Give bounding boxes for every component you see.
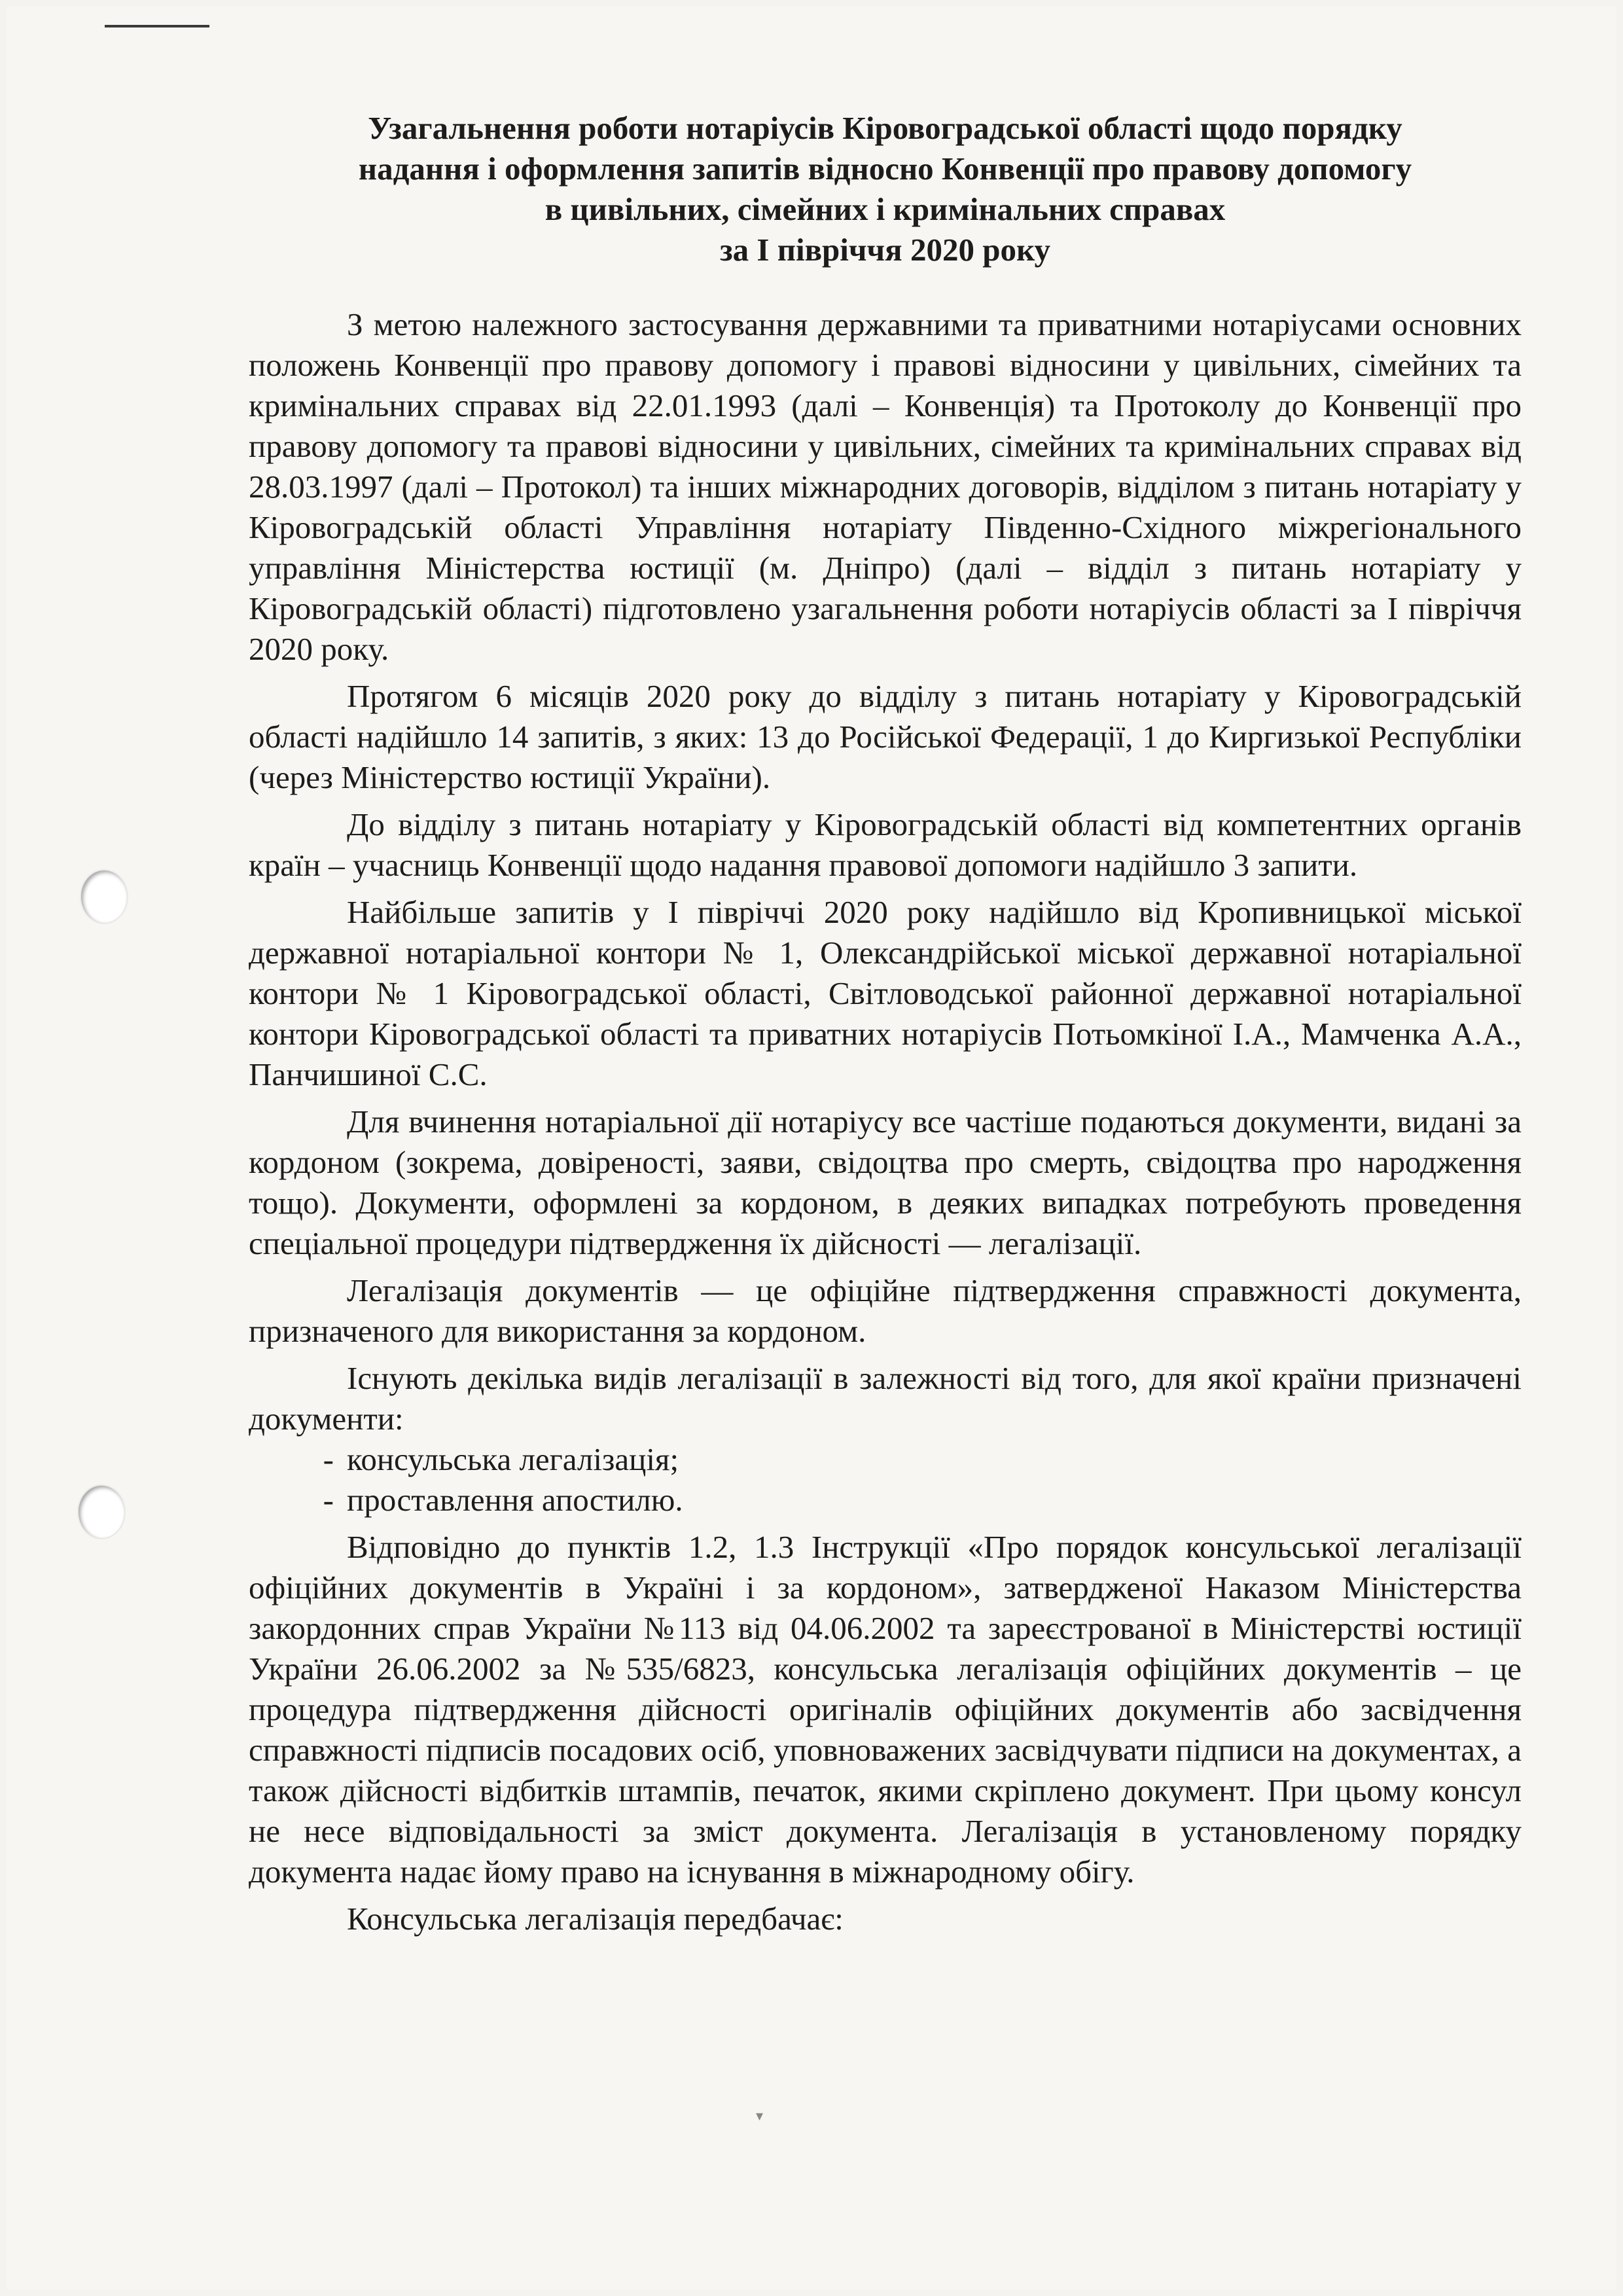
corner-mark <box>105 25 209 27</box>
paragraph: Консульська легалізація передбачає: <box>347 1901 844 1937</box>
paragraph: Відповідно до пунктів 1.2, 1.3 Інструкції «Про порядок консульської легалізації офіційних документів в Україні і за кордоном», затвердженої Наказом Міністерства закордонних справ України №113 від 04.06.2002 та зареєстрованої в Міністерстві юстиції України 26.06.2002 за №535/6823, консульська легалізація офіційних документів – це процедура підтвердження дійсності оригіналів офіційних документів або засвідчення справжності підписів посадових осіб, уповноважених засвідчувати підписи на документах, а також дійсності відбитків штампів, печаток, якими скріплено документ. При цьому консул не несе відповідальності за зміст документа. Легалізація в установленому порядку документа надає йому право на існування в міжнародному обігу. <box>249 1529 1522 1890</box>
title-line: в цивільних, сімейних і кримінальних справах <box>544 191 1226 227</box>
document-title <box>249 108 1522 270</box>
punch-hole <box>81 870 127 923</box>
paragraph: Протягом 6 місяців 2020 року до відділу з питань нотаріату у Кіровоградській області надійшло 14 запитів, з яких: 13 до Російської Федерації, 1 до Киргизької Республіки (через Міністерство юстиції України). <box>249 678 1522 795</box>
list-item-text: проставлення апостилю. <box>347 1482 683 1518</box>
list-item-text: консульська легалізація; <box>347 1441 679 1477</box>
paragraph: Для вчинення нотаріальної дії нотаріусу все частіше подаються документи, видані за кордоном (зокрема, довіреності, заяви, свідоцтва про смерть, свідоцтва про народження тощо). Документи, оформлені за кордоном, в деяких випадках потребують проведення спеціальної процедури підтвердження їх дійсності — легалізації. <box>249 1103 1522 1261</box>
list-item <box>249 1480 1522 1520</box>
list-item <box>249 1439 1522 1480</box>
document-body <box>249 108 1522 1946</box>
paragraph: З метою належного застосування державними та приватними нотаріусами основних положень Конвенції про правову допомогу і правові відносини у цивільних, сімейних та кримінальних справах від 22.01.1993 (далі – Конвенція) та Протоколу до Конвенції про правову допомогу та правові відносини у цивільних, сімейних та кримінальних справах від 28.03.1997 (далі – Протокол) та інших міжнародних договорів, відділом з питань нотаріату у Кіровоградській області Управління нотаріату Південно-Східного міжрегіонального управління Міністерства юстиції (м. Дніпро) (далі – відділ з питань нотаріату у Кіровоградській області) підготовлено узагальнення роботи нотаріусів області за I півріччя 2020 року. <box>249 306 1522 667</box>
paragraph: Легалізація документів — це офіційне підтвердження справжності документа, призначеного для використання за кордоном. <box>249 1272 1522 1349</box>
paragraph: До відділу з питань нотаріату у Кіровоградській області від компетентних органів країн – учасниць Конвенції щодо надання правової допомоги надійшло 3 запити. <box>249 806 1522 883</box>
list-dash: - <box>323 1482 334 1518</box>
list-dash: - <box>323 1441 334 1477</box>
paragraph: Найбільше запитів у I півріччі 2020 року надійшло від Кропивницької міської державної нотаріальної контори № 1, Олександрійської міської державної нотаріальної контори № 1 Кіровоградської області, Світловодської районної державної нотаріальної контори Кіровоградської області та приватних нотаріусів Потьомкіної І.А., Мамченка А.А., Панчишиної С.С. <box>249 894 1522 1092</box>
title-line: за I півріччя 2020 року <box>719 232 1050 268</box>
title-line: Узагальнення роботи нотаріусів Кіровоградської області щодо порядку <box>368 110 1402 146</box>
paragraph: Існують декілька видів легалізації в залежності від того, для якої країни призначені документи: <box>249 1360 1522 1437</box>
punch-hole <box>79 1486 124 1538</box>
scan-mark: ▾ <box>756 2108 764 2124</box>
title-line: надання і оформлення запитів відносно Конвенції про правову допомогу <box>358 151 1412 187</box>
